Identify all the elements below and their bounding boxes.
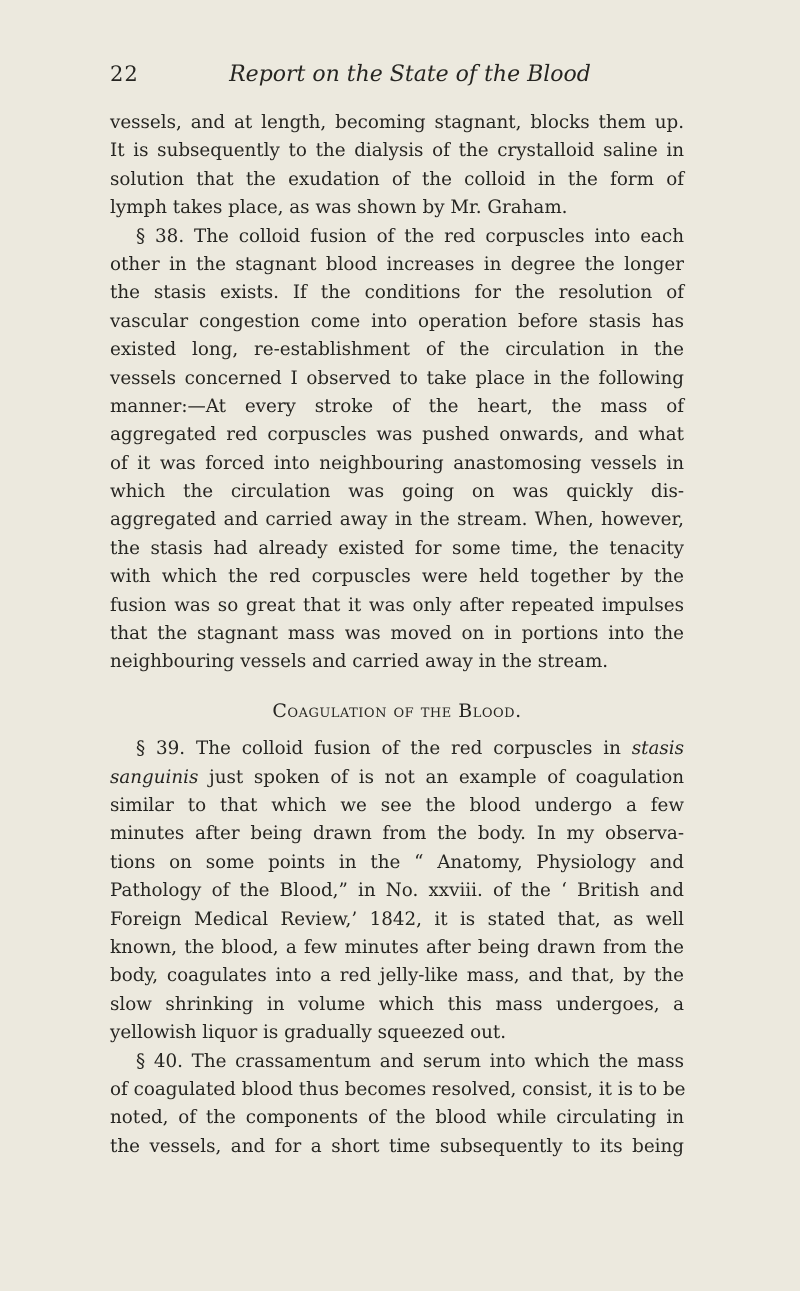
text-line: yellowish liquor is gradually squeezed out. <box>110 1022 507 1044</box>
text-line: with which the red corpuscles were held together by the <box>110 566 684 588</box>
text-line: the vessels, and for a short time subsequently to its being <box>110 1135 684 1157</box>
body-text <box>110 109 684 1161</box>
text-line: similar to that which we see the blood undergo a few <box>110 794 684 816</box>
text-line: Foreign Medical Review,’ 1842, it is stated that, as well <box>110 908 684 930</box>
text-line: the stasis exists. If the conditions for the resolution of <box>110 282 684 304</box>
text-line: that the stagnant mass was moved on in portions into the <box>110 623 684 645</box>
text-line: § 40. The crassamentum and serum into which the mass <box>136 1050 684 1072</box>
text-line: vascular congestion come into operation before stasis has <box>110 310 684 332</box>
text-line: vessels, and at length, becoming stagnant, blocks them up. <box>110 112 684 133</box>
text-run: § 39. The colloid fusion of the red corpuscles in <box>136 738 632 760</box>
text-line: the stasis had already existed for some time, the tenacity <box>110 537 684 559</box>
text-line: of it was forced into neighbouring anastomosing vessels in <box>110 452 684 474</box>
text-line: minutes after being drawn from the body. In my observa- <box>110 823 684 845</box>
text-line: noted, of the components of the blood while circulating in <box>110 1107 684 1129</box>
text-line: aggregated and carried away in the stream. When, however, <box>110 509 684 531</box>
text-line: other in the stagnant blood increases in degree the longer <box>110 253 684 275</box>
italic-term: stasis <box>631 738 684 760</box>
text-line: fusion was so great that it was only after repeated impulses <box>110 594 684 616</box>
running-title: Report on the State of the Blood <box>229 62 591 87</box>
text-line: § 38. The colloid fusion of the red corpuscles into each <box>136 225 684 247</box>
page-header <box>110 62 690 96</box>
text-line <box>110 735 684 763</box>
text-line <box>110 764 684 792</box>
text-line: solution that the exudation of the colloid in the form of <box>110 168 684 190</box>
text-line: Pathology of the Blood,” in No. xxviii. of the ‘ British and <box>110 880 684 902</box>
text-line: body, coagulates into a red jelly-like mass, and that, by the <box>110 965 684 987</box>
page-number: 22 <box>110 62 139 86</box>
text-line: manner:—At every stroke of the heart, the mass of <box>110 395 684 417</box>
text-line: slow shrinking in volume which this mass undergoes, a <box>110 993 684 1015</box>
text-line: tions on some points in the “ Anatomy, Physiology and <box>110 851 684 873</box>
text-line: vessels concerned I observed to take place in the following <box>110 367 684 389</box>
italic-term: sanguinis <box>110 766 199 788</box>
text-run: just spoken of is not an example of coagulation <box>198 766 684 788</box>
text-line: existed long, re-establishment of the circulation in the <box>110 339 684 361</box>
text-line: It is subsequently to the dialysis of the crystalloid saline in <box>110 140 684 162</box>
text-line: which the circulation was going on was quickly dis- <box>110 481 684 503</box>
text-line: known, the blood, a few minutes after being drawn from the <box>110 936 684 958</box>
text-line: neighbouring vessels and carried away in the stream. <box>110 651 609 673</box>
text-line: lymph takes place, as was shown by Mr. Graham. <box>110 197 568 219</box>
text-line: of coagulated blood thus becomes resolved, consist, it is to be <box>110 1078 686 1100</box>
section-heading: Coagulation of the Blood. <box>272 699 522 722</box>
text-line: aggregated red corpuscles was pushed onwards, and what <box>110 424 684 446</box>
